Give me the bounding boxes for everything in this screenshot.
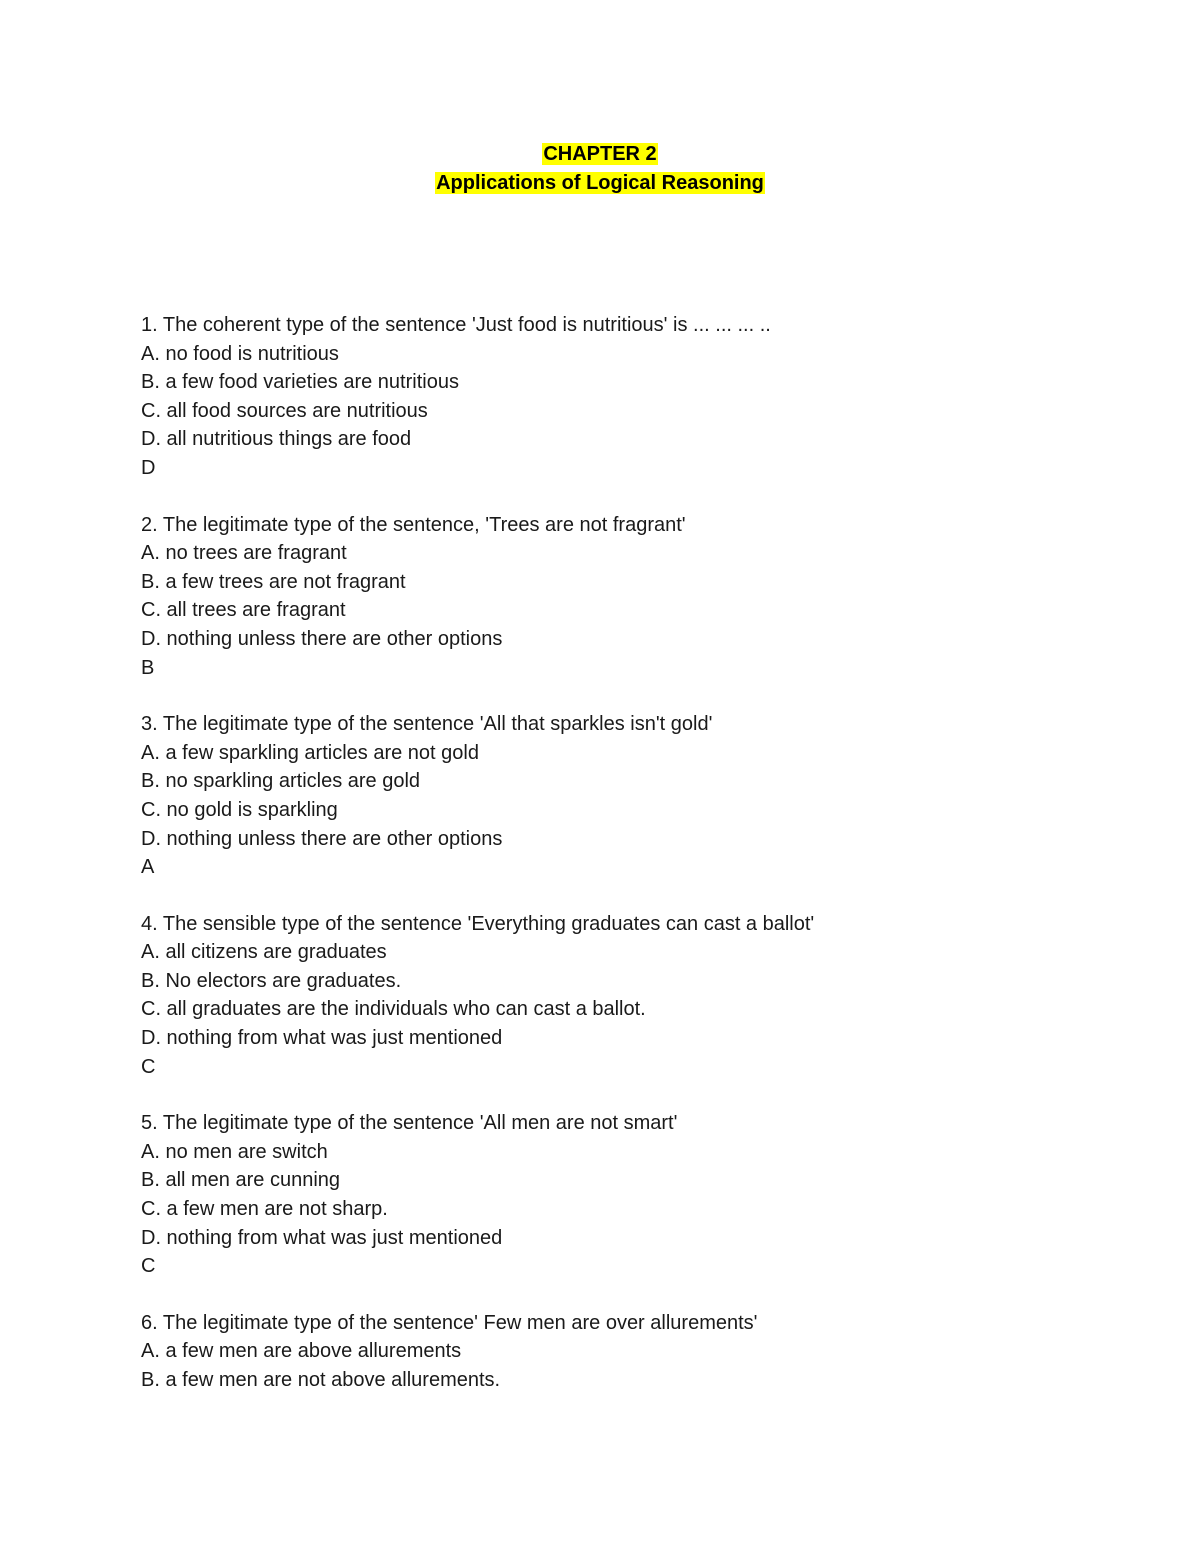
option-c: C. a few men are not sharp. bbox=[141, 1198, 388, 1221]
option-d: D. nothing unless there are other options bbox=[141, 827, 503, 850]
question-5 bbox=[141, 1109, 1141, 1281]
option-c: C. all food sources are nutritious bbox=[141, 399, 428, 422]
option-a: A. no food is nutritious bbox=[141, 342, 339, 365]
option-a: A. no men are switch bbox=[141, 1140, 328, 1163]
option-a: A. a few men are above allurements bbox=[141, 1340, 462, 1363]
option-b: B. all men are cunning bbox=[141, 1169, 341, 1192]
answer: C bbox=[141, 1055, 156, 1078]
option-b: B. a few trees are not fragrant bbox=[141, 570, 406, 593]
option-d: D. all nutritious things are food bbox=[141, 428, 412, 451]
option-c: C. no gold is sparkling bbox=[141, 798, 338, 821]
chapter-header bbox=[0, 140, 1200, 198]
option-c: C. all trees are fragrant bbox=[141, 599, 346, 622]
option-c: C. all graduates are the individuals who can cast a ballot. bbox=[141, 998, 646, 1021]
question-2 bbox=[141, 511, 1141, 683]
option-a: A. all citizens are graduates bbox=[141, 941, 387, 964]
answer: B bbox=[141, 656, 155, 679]
answer: A bbox=[141, 856, 155, 879]
question-list bbox=[141, 311, 1141, 1423]
option-a: A. no trees are fragrant bbox=[141, 542, 347, 565]
option-b: B. no sparkling articles are gold bbox=[141, 770, 421, 793]
option-a: A. a few sparkling articles are not gold bbox=[141, 741, 479, 764]
question-1 bbox=[141, 311, 1141, 483]
question-6 bbox=[141, 1309, 1141, 1395]
question-3 bbox=[141, 710, 1141, 882]
option-b: B. No electors are graduates. bbox=[141, 969, 402, 992]
answer: C bbox=[141, 1255, 156, 1278]
option-d: D. nothing from what was just mentioned bbox=[141, 1226, 503, 1249]
option-b: B. a few men are not above allurements. bbox=[141, 1369, 501, 1391]
chapter-title: Applications of Logical Reasoning bbox=[436, 172, 764, 194]
question-prompt: 5. The legitimate type of the sentence 'All men are not smart' bbox=[141, 1112, 678, 1135]
option-d: D. nothing from what was just mentioned bbox=[141, 1027, 503, 1050]
answer: D bbox=[141, 456, 156, 479]
question-prompt: 4. The sensible type of the sentence 'Everything graduates can cast a ballot' bbox=[141, 912, 815, 935]
chapter-number: CHAPTER 2 bbox=[543, 143, 657, 165]
option-b: B. a few food varieties are nutritious bbox=[141, 371, 459, 394]
question-prompt: 3. The legitimate type of the sentence 'All that sparkles isn't gold' bbox=[141, 713, 713, 736]
question-4 bbox=[141, 910, 1141, 1082]
question-prompt: 6. The legitimate type of the sentence' Few men are over allurements' bbox=[141, 1311, 758, 1334]
question-prompt: 2. The legitimate type of the sentence, 'Trees are not fragrant' bbox=[141, 513, 686, 536]
option-d: D. nothing unless there are other options bbox=[141, 627, 503, 650]
question-prompt: 1. The coherent type of the sentence 'Just food is nutritious' is ... ... ... .. bbox=[141, 314, 771, 336]
